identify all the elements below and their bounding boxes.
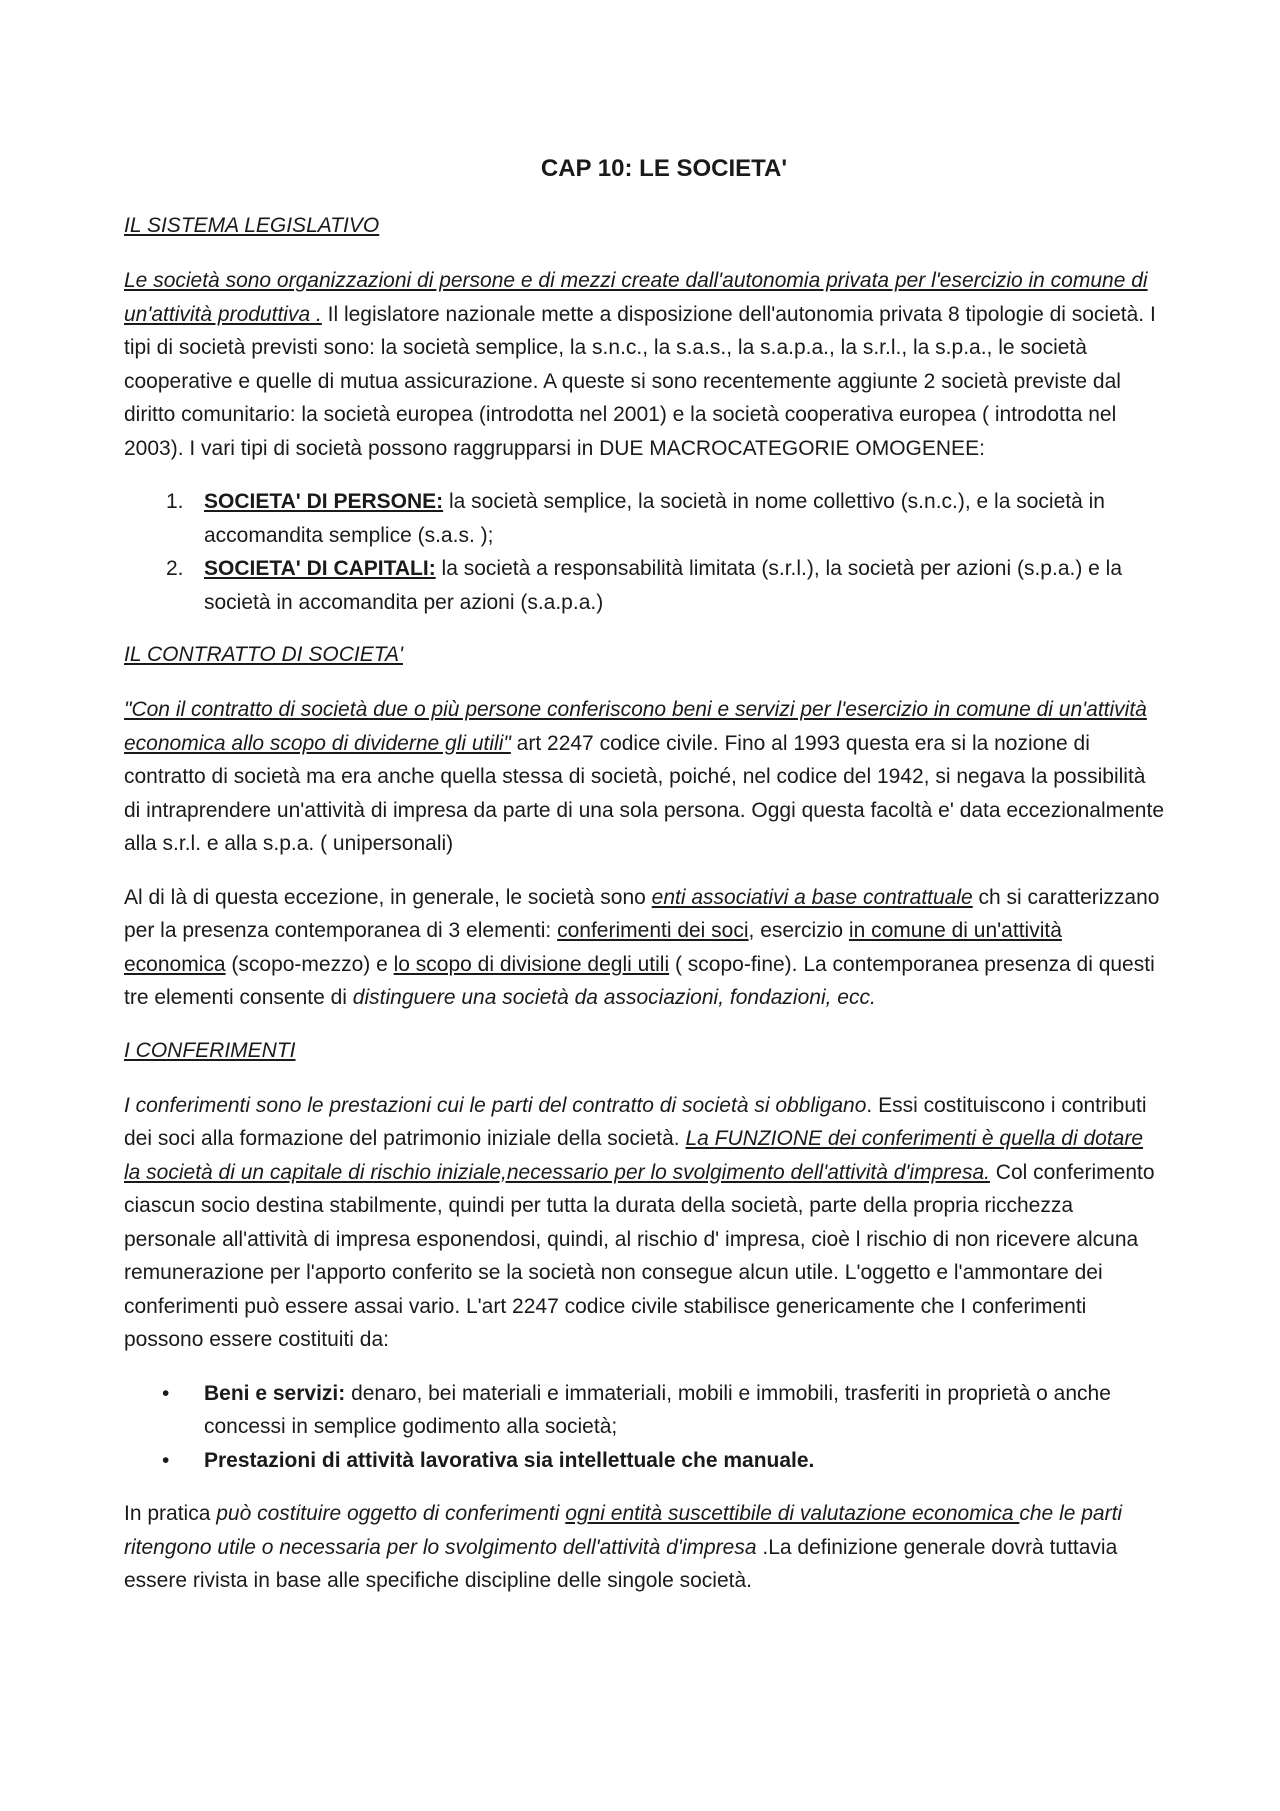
section-heading-contratto: IL CONTRATTO DI SOCIETA' xyxy=(124,643,403,666)
paragraph-contratto-2 xyxy=(124,881,1164,1015)
text-run: Col conferimento ciascun socio destina stabilmente, quindi per tutta la durata della società, parte della propria ricchezza personale all'attività di impresa esponendosi, quindi, al rischio d' impresa, cioè l rischio di non ricevere alcuna remunerazione per l'apporto conferito se la società non consegue alcun utile. L'oggetto e l'ammontare dei conferimenti può essere assai vario. L'art 2247 codice civile stabilisce genericamente che I conferimenti possono essere costituiti da: xyxy=(124,1160,1155,1351)
section-heading-sistema-legislativo: IL SISTEMA LEGISLATIVO xyxy=(124,214,380,237)
list-number: 1. xyxy=(166,490,184,513)
text-run: (scopo-mezzo) e xyxy=(225,952,394,976)
list-item-term: Beni e servizi: xyxy=(204,1381,346,1405)
chapter-title: CAP 10: LE SOCIETA' xyxy=(540,155,788,182)
text-run: conferimenti dei soci xyxy=(557,919,749,942)
list-item xyxy=(124,1444,1164,1478)
list-item xyxy=(124,1377,1164,1444)
text-run: lo scopo di divisione degli utili xyxy=(393,952,670,976)
text-run: distinguere una società da associazioni, fondazioni, ecc. xyxy=(352,986,876,1009)
list-item xyxy=(124,485,1164,552)
text-run: I conferimenti sono le prestazioni cui le parti del contratto di società si obbligano xyxy=(124,1093,867,1117)
paragraph-text: Il legislatore nazionale mette a disposizione dell'autonomia privata 8 tipologie di società. I tipi di società previsti sono: la società semplice, la s.n.c., la s.a.s., la s.a.p.a., la s.r.l., la s.p.a., le società cooperative e quelle di mutua assicurazione. A queste si sono recentemente aggiunte 2 società previste dal diritto comunitario: la società europea (introdotta nel 2001) e la società cooperativa europea ( introdotta nel 2003). I vari tipi di società possono raggrupparsi in DUE MACROCATEGORIE OMOGENEE: xyxy=(124,302,1156,460)
list-number: 2. xyxy=(166,557,184,580)
text-run: ogni entità suscettibile di valutazione economica xyxy=(565,1502,1020,1525)
quoted-definition: "Con il contratto di società due o più persone conferiscono beni e servizi per l'esercizio in comune di un'attività economica allo scopo di dividerne gli utili" xyxy=(124,698,1147,755)
text-run: enti associativi a base contrattuale xyxy=(651,885,973,909)
paragraph-sistema-legislativo xyxy=(124,264,1164,465)
bullet-icon: • xyxy=(162,1448,170,1472)
section-heading-conferimenti: I CONFERIMENTI xyxy=(124,1038,296,1062)
list-item-term: Prestazioni di attività lavorativa sia intellettuale che manuale. xyxy=(204,1448,815,1472)
list-item-text: denaro, bei materiali e immateriali, mobili e immobili, trasferiti in proprietà o anche concessi in semplice godimento alla società; xyxy=(204,1381,1111,1438)
definition-text: Le società sono organizzazioni di persone e di mezzi create dall'autonomia privata per l'esercizio in comune di un'attività produttiva . xyxy=(124,269,1148,326)
paragraph-contratto-1 xyxy=(124,693,1164,861)
list-item-term: SOCIETA' DI PERSONE: xyxy=(204,490,444,513)
text-run: ch si caratterizzano per la presenza contemporanea di 3 elementi: xyxy=(124,885,1160,942)
list-item xyxy=(124,552,1164,619)
paragraph-conferimenti-1 xyxy=(124,1089,1164,1357)
text-run: che le parti ritengono utile o necessaria per lo svolgimento dell'attività d'impresa xyxy=(124,1502,1123,1559)
paragraph-text: art 2247 codice civile. Fino al 1993 questa era si la nozione di contratto di società ma era anche quella stessa di società, poiché, nel codice del 1942, si negava la possibilità di intraprendere un'attività di impresa da parte di una sola persona. Oggi questa facoltà e' data eccezionalmente alla s.r.l. e alla s.p.a. ( unipersonali) xyxy=(124,731,1164,855)
macrocategories-list xyxy=(124,485,1164,619)
bullet-icon: • xyxy=(162,1381,170,1405)
text-run: In pratica xyxy=(124,1502,217,1525)
paragraph-conferimenti-2 xyxy=(124,1497,1164,1598)
conferimenti-bullet-list xyxy=(124,1377,1164,1478)
text-run: La FUNZIONE dei conferimenti è quella di dotare la società di un capitale di rischio iniziale,necessario per lo svolgimento dell'attività d'impresa. xyxy=(124,1127,1144,1184)
text-run: . Essi costituiscono i contributi dei soci alla formazione del patrimonio iniziale della società. xyxy=(124,1093,1147,1150)
list-item-text: la società semplice, la società in nome collettivo (s.n.c.), e la società in accomandita semplice (s.a.s. ); xyxy=(204,490,1105,547)
text-run: , esercizio xyxy=(748,919,849,942)
text-run: può costituire oggetto di conferimenti xyxy=(216,1502,566,1525)
text-run: ( scopo-fine). La contemporanea presenza di questi tre elementi consente di xyxy=(124,952,1155,1009)
text-run: in comune di un'attività economica xyxy=(124,919,1062,976)
document-body xyxy=(124,152,1164,1618)
text-run: .La definizione generale dovrà tuttavia essere rivista in base alle specifiche discipline delle singole società. xyxy=(124,1535,1118,1592)
text-run: Al di là di questa eccezione, in generale, le società sono xyxy=(124,885,652,909)
list-item-text: la società a responsabilità limitata (s.r.l.), la società per azioni (s.p.a.) e la società in accomandita per azioni (s.a.p.a.) xyxy=(204,557,1123,614)
list-item-term: SOCIETA' DI CAPITALI: xyxy=(204,557,436,580)
